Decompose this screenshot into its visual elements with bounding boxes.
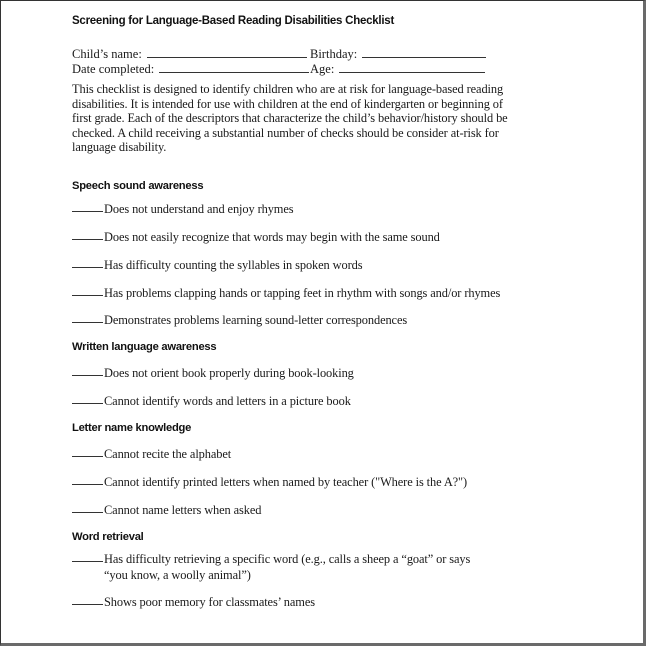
item-text: Cannot name letters when asked — [104, 503, 262, 517]
section-heading-letter-name-knowledge: Letter name knowledge — [72, 422, 192, 434]
check-blank[interactable] — [72, 594, 103, 605]
section-heading-speech-sound-awareness: Speech sound awareness — [72, 180, 204, 192]
birthday-input[interactable] — [362, 47, 486, 58]
checklist-item[interactable] — [72, 312, 484, 328]
check-blank[interactable] — [72, 365, 103, 376]
check-blank[interactable] — [72, 229, 103, 240]
check-blank[interactable] — [72, 474, 103, 485]
age-field[interactable] — [310, 62, 485, 76]
date-completed-label: Date completed: — [72, 62, 155, 76]
checklist-item[interactable] — [72, 446, 484, 462]
item-text: Demonstrates problems learning sound-letter correspondences — [104, 313, 408, 327]
section-heading-word-retrieval: Word retrieval — [72, 531, 144, 543]
item-text: Does not understand and enjoy rhymes — [104, 202, 294, 216]
age-label: Age: — [310, 62, 335, 76]
check-blank[interactable] — [72, 257, 103, 268]
document-title: Screening for Language-Based Reading Disabilities Checklist — [72, 15, 395, 27]
item-text: Cannot identify words and letters in a picture book — [104, 394, 351, 408]
item-text: Has difficulty counting the syllables in spoken words — [104, 258, 363, 272]
age-input[interactable] — [339, 62, 485, 73]
item-text: Has problems clapping hands or tapping feet in rhythm with songs and/or rhymes — [104, 286, 501, 300]
checklist-item[interactable] — [72, 229, 524, 245]
item-text: Cannot recite the alphabet — [104, 447, 232, 461]
checklist-item[interactable] — [72, 285, 544, 301]
item-text: Does not orient book properly during book-looking — [104, 366, 354, 380]
check-blank[interactable] — [72, 446, 103, 457]
birthday-label: Birthday: — [310, 47, 358, 61]
checklist-item[interactable] — [72, 201, 484, 217]
item-text: Does not easily recognize that words may begin with the same sound — [104, 230, 440, 244]
item-text: Cannot identify printed letters when named by teacher ("Where is the A?") — [104, 475, 468, 489]
checklist-item[interactable] — [72, 594, 484, 610]
date-completed-field[interactable] — [72, 62, 309, 76]
checklist-item[interactable] — [72, 393, 484, 409]
item-text: Shows poor memory for classmates’ names — [104, 595, 315, 609]
childs-name-field[interactable] — [72, 47, 307, 61]
checklist-item[interactable] — [72, 502, 484, 518]
section-heading-written-language-awareness: Written language awareness — [72, 341, 217, 353]
check-blank[interactable] — [72, 551, 103, 562]
childs-name-input[interactable] — [147, 47, 307, 58]
checklist-item[interactable] — [72, 257, 484, 273]
intro-paragraph: This checklist is designed to identify children who are at risk for language-based reading disabilities. It is intended for use with children at the end of kindergarten or beginning of first grade. Each of the descriptors that characterize the child’s behavior/history should be checked. A child receiving a substantial number of checks should be consider at-risk for language disability. — [72, 82, 508, 155]
date-completed-input[interactable] — [159, 62, 309, 73]
checklist-item[interactable] — [72, 551, 476, 583]
check-blank[interactable] — [72, 201, 103, 212]
checklist-item[interactable] — [72, 365, 484, 381]
check-blank[interactable] — [72, 312, 103, 323]
check-blank[interactable] — [72, 393, 103, 404]
check-blank[interactable] — [72, 285, 103, 296]
childs-name-label: Child’s name: — [72, 47, 142, 61]
item-text: Has difficulty retrieving a specific word (e.g., calls a sheep a “goat” or says “you know, a woolly animal”) — [104, 552, 471, 582]
birthday-field[interactable] — [310, 47, 486, 61]
check-blank[interactable] — [72, 502, 103, 513]
checklist-item[interactable] — [72, 474, 524, 490]
